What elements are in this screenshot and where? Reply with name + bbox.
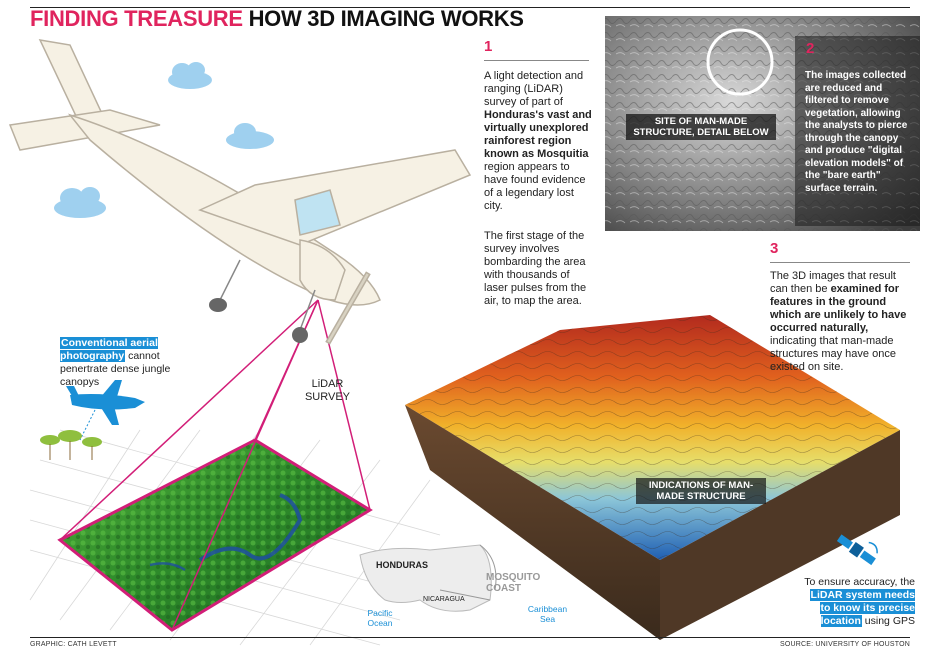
step-1-number: 1: [484, 38, 493, 55]
source-credit: SOURCE: UNIVERSITY OF HOUSTON: [779, 641, 910, 648]
gps-highlight: LiDAR system needs to know its precise location: [810, 589, 915, 627]
step-1-para1-bold: Honduras's vast and virtually unexplored rainforest region known as Mosquitia: [484, 109, 592, 160]
graphic-credit: GRAPHIC: CATH LEVETT: [30, 641, 117, 648]
title-red: FINDING TREASURE: [30, 6, 243, 31]
conventional-rest: cannot penertrate dense jungle canopys: [60, 350, 171, 388]
forest-patch: [60, 440, 370, 630]
map-label-pacific: Pacific Ocean: [367, 608, 393, 628]
step-2-number: 2: [806, 40, 815, 57]
step-3-bold: examined for features in the ground which are unlikely to have occurred naturally,: [770, 283, 907, 334]
jungle-trees: [40, 430, 102, 460]
map-label-caribbean: Caribbean Sea: [527, 604, 568, 624]
lidar-survey-label: LiDAR SURVEY: [304, 378, 351, 403]
map-label-mosquito-coast: MOSQUITO COAST: [486, 572, 541, 594]
step-3-number: 3: [770, 240, 779, 257]
gps-pre: To ensure accuracy, the: [804, 576, 915, 588]
step-2-text: The images collected are reduced and filtered to remove vegetation, allowing the analysts to pierce through the canopy and produce "digital elevation models" of the "bare earth" surface terrain.: [805, 70, 908, 194]
step-1-paragraph-1: [484, 70, 594, 213]
step-3-post: indicating that man-made structures may have once existed on site.: [770, 335, 896, 373]
title-black: HOW 3D IMAGING WORKS: [248, 6, 524, 31]
gps-post: using GPS: [864, 615, 915, 627]
indications-label: INDICATIONS OF MAN-MADE STRUCTURE: [636, 478, 766, 504]
map-label-nicaragua: NICARAGUA: [423, 596, 465, 603]
conventional-highlight: Conventional aerial photography: [60, 337, 158, 362]
site-label: SITE OF MAN-MADE STRUCTURE, DETAIL BELOW: [626, 114, 776, 140]
map-label-honduras: HONDURAS: [376, 560, 429, 570]
gps-note: [800, 576, 915, 628]
step-1-paragraph-2: The first stage of the survey involves bombarding the area with thousands of laser pulses from the air, to map the area.: [484, 230, 587, 307]
step-1-para1-pre: A light detection and ranging (LiDAR) survey of part of: [484, 70, 584, 108]
conventional-plane: [66, 380, 145, 440]
conventional-photography-note: [60, 337, 200, 389]
step-3-text: [770, 270, 915, 374]
bottom-rule: [30, 637, 910, 638]
step-3-pre: The 3D images that result can then be: [770, 270, 896, 295]
step-3-rule: [770, 262, 910, 263]
step-1-para1-post: region appears to have found evidence of a legendary lost city.: [484, 161, 586, 212]
step-1-rule: [484, 60, 589, 61]
